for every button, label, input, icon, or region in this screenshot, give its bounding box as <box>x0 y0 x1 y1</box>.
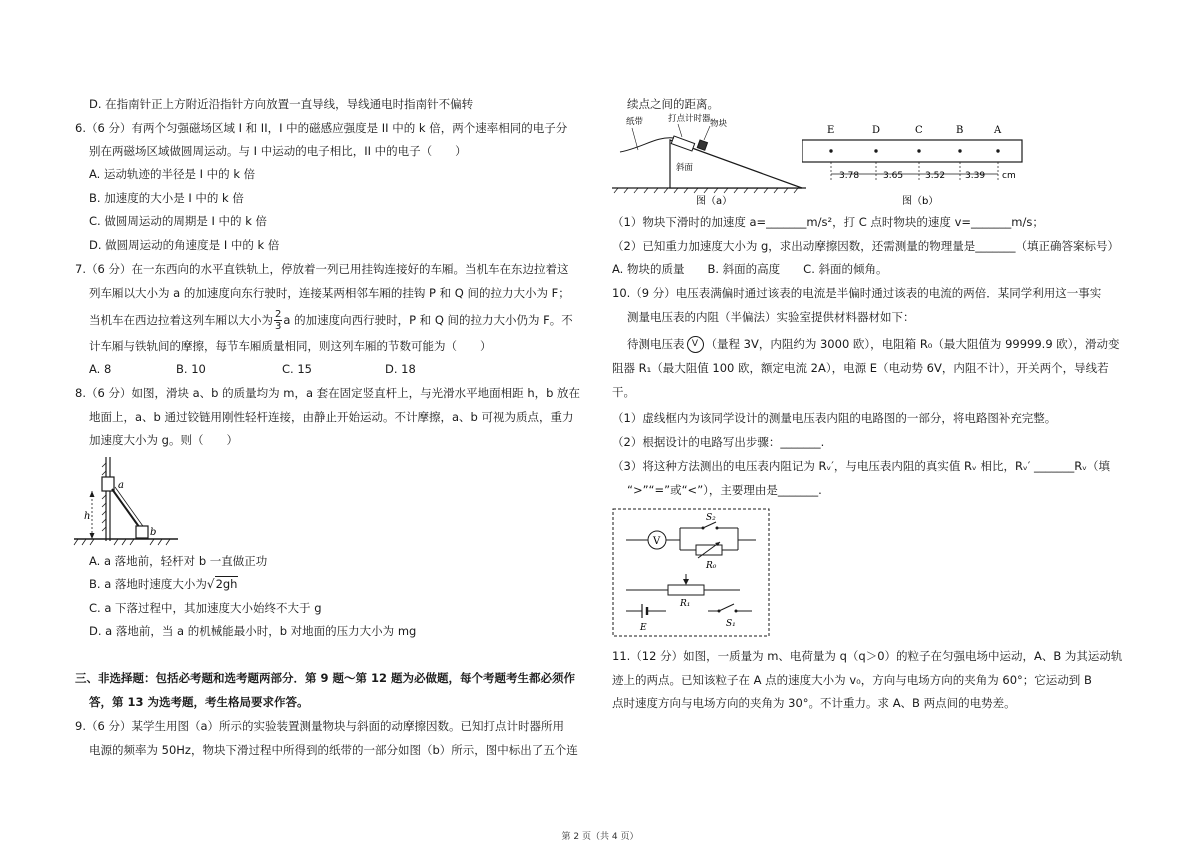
section3-heading-line2: 答，第 13 为选考题，考生格局要求作答。 <box>89 695 309 709</box>
tape-gap-ED: 3.78 <box>839 171 860 181</box>
q8-option-d: D. a 落地前，当 a 的机械能最小时，b 对地面的压力大小为 mg <box>89 624 417 638</box>
fig-b-caption: 图（b） <box>902 196 939 207</box>
circuit-e-label: E <box>640 623 647 633</box>
q9-stem-line2: 电源的频率为 50Hz，物块下滑过程中所得到的纸带的一部分如图（b）所示，图中标出了五个连 <box>89 743 578 757</box>
tape-point-D: D <box>872 125 881 136</box>
q5-option-d: D. 在指南针正上方附近沿指针方向放置一直导线，导线通电时指南针不偏转 <box>89 97 474 111</box>
q11-stem-line3: 点时速度方向与电场方向的夹角为 30°。不计重力。求 A、B 两点间的电势差。 <box>612 696 1016 710</box>
circuit-s2-label: S₂ <box>706 513 716 523</box>
section3-heading-line1: 三、非选择题：包括必考题和选考题两部分．第 9 题～第 12 题为必做题，每个考题考生都必须作 <box>75 671 576 685</box>
q7-option-c: C. 15 <box>282 362 312 376</box>
q8-stem-line2: 地面上，a、b 通过铰链用刚性轻杆连接，由静止开始运动。不计摩擦，a、b 可视为质点，重力 <box>89 410 574 424</box>
fraction-numerator: 2 <box>275 309 282 320</box>
circuit-s1-label: S₁ <box>726 619 736 629</box>
q7-option-a: A. 8 <box>89 362 112 376</box>
q10-stem-line3 <box>627 336 1120 353</box>
q8-stem-line3: 加速度大小为 g。则（ ） <box>89 433 238 447</box>
q9-figure-a <box>612 112 806 207</box>
q10-stem-line3-end: （量程 3V，内阻约为 3000 欧），电阻箱 R₀（最大阻值为 99999.9 欧），滑动变 <box>705 337 1120 351</box>
q9-stem-continued: 续点之间的距离。 <box>627 97 719 111</box>
q10-stem-line3-start: 待测电压表 <box>627 337 685 351</box>
q9-options: A. 物块的质量 B. 斜面的高度 C. 斜面的倾角。 <box>612 262 888 276</box>
q7-stem-line3-end: a 的加速度向西行驶时，P 和 Q 间的拉力大小仍为 F。不 <box>283 313 573 327</box>
fraction <box>274 309 282 332</box>
q7-option-b: B. 10 <box>176 362 206 376</box>
tape-gap-DC: 3.65 <box>883 171 904 181</box>
q6-stem-line1: 6.（6 分）有两个匀强磁场区域 I 和 II，I 中的磁感应强度是 II 中的 k 倍，两个速率相同的电子分 <box>75 121 568 135</box>
tape-point-B: B <box>956 125 964 136</box>
q10-part2: （2）根据设计的电路写出步骤：_______. <box>612 435 825 449</box>
q7-stem-line3 <box>89 309 573 332</box>
q7-stem-line3-start: 当机车在西边拉着这列车厢以大小为 <box>89 313 273 327</box>
q11-stem-line2: 迹上的两点。已知该粒子在 A 点的速度大小为 v₀，方向与电场方向的夹角为 60°；它运动到 B <box>612 673 1092 687</box>
q8-figure-label-h: h <box>84 511 91 522</box>
circuit-voltmeter-label: V <box>653 536 661 547</box>
q7-stem-line1: 7.（6 分）在一东西向的水平直铁轨上，停放着一列已用挂钩连接好的车厢。当机车在东边拉着这 <box>75 262 569 276</box>
q8-stem-line1: 8.（6 分）如图，滑块 a、b 的质量均为 m，a 套在固定竖直杆上，与光滑水平地面相距 h，b 放在 <box>75 386 581 400</box>
q9-figure-b <box>802 118 1024 208</box>
q7-stem-line2: 列车厢以大小为 a 的加速度向东行驶时，连接某两相邻车厢的挂钩 P 和 Q 间的拉力大小为 F； <box>89 286 570 300</box>
q9-stem-line1: 9.（6 分）某学生用图（a）所示的实验装置测量物块与斜面的动摩擦因数。已知打点计时器所用 <box>75 719 564 733</box>
page-footer: 第 2 页（共 4 页） <box>561 832 639 842</box>
q7-stem-line4: 计车厢与铁轨间的摩擦，每节车厢质量相同，则这列车厢的节数可能为（ ） <box>89 339 492 353</box>
circuit-r0-label: R₀ <box>706 561 717 571</box>
q6-option-b: B. 加速度的大小是 I 中的 k 倍 <box>89 191 244 205</box>
q10-stem-line5: 干。 <box>612 385 635 399</box>
q8-option-b <box>89 576 238 592</box>
tape-gap-BA: 3.39 <box>965 171 986 181</box>
tape-point-C: C <box>915 125 923 136</box>
sqrt-symbol: √ <box>206 577 215 591</box>
q10-stem-line1: 10.（9 分）电压表满偏时通过该表的电流是半偏时通过该表的电流的两倍．某同学利用这一事实 <box>612 286 1102 300</box>
circuit-r1-label: R₁ <box>680 599 691 609</box>
q10-part1: （1）虚线框内为该同学设计的测量电压表内阻的电路图的一部分，将电路图补充完整。 <box>612 411 1057 425</box>
q9-part1: （1）物块下滑时的加速度 a=_______m/s²，打 C 点时物块的速度 v=_______m/s； <box>612 215 1044 229</box>
q6-stem-line2: 别在两磁场区域做圆周运动。与 I 中运动的电子相比，II 中的电子（ ） <box>89 144 467 158</box>
tape-point-A: A <box>994 125 1002 136</box>
q10-stem-line2: 测量电压表的内阻（半偏法）实验室提供材料器材如下： <box>627 310 915 324</box>
fig-a-label-timer: 打点计时器 <box>668 114 711 124</box>
q8-figure <box>70 453 180 549</box>
fig-a-label-block: 物块 <box>710 119 728 129</box>
sqrt-radicand: 2gh <box>215 577 238 591</box>
voltmeter-letter: V <box>691 339 699 349</box>
q11-stem-line1: 11.（12 分）如图，一质量为 m、电荷量为 q（q＞0）的粒子在匀强电场中运动，A、B 为其运动轨 <box>612 649 1123 663</box>
fig-a-label-slope: 斜面 <box>676 163 694 173</box>
voltmeter-icon <box>687 336 704 353</box>
tape-gap-CB: 3.52 <box>925 171 946 181</box>
q6-option-d: D. 做圆周运动的角速度是 I 中的 k 倍 <box>89 238 280 252</box>
q10-circuit-diagram <box>612 508 770 638</box>
fraction-denominator: 3 <box>275 321 282 332</box>
tape-unit: cm <box>1002 171 1016 181</box>
q7-option-d: D. 18 <box>385 362 416 376</box>
q10-part4: “>”“=”或“<”），主要理由是_______. <box>627 483 822 497</box>
q10-part3: （3）将这种方法测出的电压表内阻记为 Rᵥ′，与电压表内阻的真实值 Rᵥ 相比，Rᵥ′ _______Rᵥ（填 <box>612 459 1111 473</box>
q8-option-c: C. a 下落过程中，其加速度大小始终不大于 g <box>89 601 322 615</box>
q9-part2: （2）已知重力加速度大小为 g，求出动摩擦因数，还需测量的物理量是_______（填正确答案标号） <box>612 239 1120 253</box>
q8-option-b-text: B. a 落地时速度大小为 <box>89 577 207 591</box>
q8-figure-label-a: a <box>118 480 124 491</box>
q8-option-a: A. a 落地前，轻杆对 b 一直做正功 <box>89 554 268 568</box>
q6-option-c: C. 做圆周运动的周期是 I 中的 k 倍 <box>89 214 268 228</box>
q6-option-a: A. 运动轨迹的半径是 I 中的 k 倍 <box>89 167 256 181</box>
tape-point-E: E <box>827 125 835 136</box>
fig-a-label-tape: 纸带 <box>626 117 644 127</box>
fig-a-caption: 图（a） <box>696 196 733 207</box>
q8-figure-label-b: b <box>150 527 157 538</box>
q10-stem-line4: 阻器 R₁（最大阻值 100 欧，额定电流 2A），电源 E（电动势 6V，内阻不计），开关两个，导线若 <box>612 361 1109 375</box>
